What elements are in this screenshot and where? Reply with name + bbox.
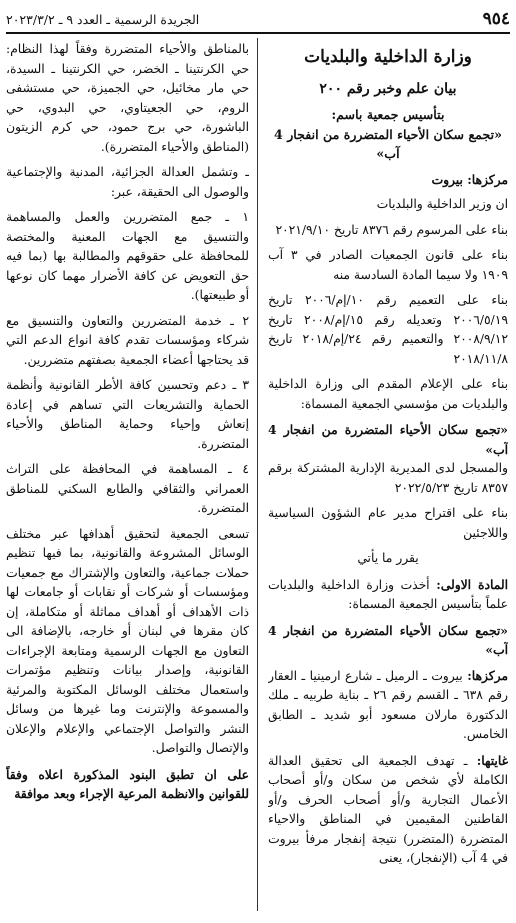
- minister-line: ان وزير الداخلية والبلديات: [376, 197, 508, 211]
- headquarters: مركزها: بيروت: [431, 171, 508, 187]
- paragraph-justice: ـ وتشمل العدالة الجزائية، المدنية والإجتماعية والوصول الى الحقيقة، عبر:: [6, 165, 249, 199]
- paragraph-means: تسعى الجمعية لتحقيق أهدافها عبر مختلف الوسائل المشروعة والقانونية، بما فيها تنظيم حملات جماعية، والتعاون والإشتراك مع جمعيات ومؤسسات أو شركات أو نقابات أو جامعات لها ذات الأهداف أو أهداف مماثلة أو متكاملة، إن كان مقرها في لبنان أو خارجه، بالإضافة الى التعاون مع الجهات الرسمية ومتابعة الإجراءات القانونية، وإصدار بيانات وتنظيم مؤتمرات واستعمال مختلف الوسائل المكتوبة والمرئية والمسموعة والإنترنت وما غيرها من وسائل النشر والتواصل الإجتماعي والإعلام والإعلان والإتصال والتواصل.: [6, 526, 249, 755]
- left-column: [6, 40, 249, 913]
- paragraph-item-4: ٤ ـ المساهمة في المحافظة على التراث العمراني والثقافي والطابع السكني للمناطق المتضررة.: [6, 462, 249, 515]
- paragraph-item-2: ٢ ـ خدمة المتضررين والتعاون والتنسيق مع شركاء ومؤسسات تقدم كافة انواع الدعم التي قد يحتاجها أعضاء الجمعية بصفتهم متضررين.: [6, 313, 249, 367]
- association-name: «تجمع سكان الأحياء المتضررة من انفجار 4 آب»: [274, 126, 502, 161]
- subject-line: بتأسيس جمعية باسم:: [331, 107, 445, 122]
- right-column: [268, 40, 508, 913]
- page-number: ٩٥٤: [482, 9, 510, 29]
- paragraph-areas: بالمناطق والأحياء المتضررة وفقاً لهذا النظام: حي الكرنتينا ـ الخضر، حي الكرنتينا ـ السيدة، حي مار مخائيل، حي الجميزة، حي مستشفى الروم، حي الجعيتاوي، حي البدوي، حي الباشورة، حي برج حمود، حي كرم الزيتون (المناطق والأحياء المتضررة).: [6, 42, 249, 154]
- page-header: [6, 6, 510, 34]
- basis-4-tail: والمسجل لدى المديرية الإدارية المشتركة برقم ٨٣٥٧ تاريخ ٢٠٢٢/٥/٢٣: [268, 461, 508, 495]
- decides-line: يقرر ما يأتي: [357, 551, 419, 565]
- basis-4-name: «تجمع سكان الأحياء المتضررة من انفجار 4 آب»: [268, 422, 508, 457]
- ministry-title: وزارة الداخلية والبلديات: [304, 47, 472, 67]
- notice-title: بيان علم وخبر رقم ٢٠٠: [319, 80, 457, 97]
- basis-3: بناء على التعميم رقم ١٠/إم/٢٠٠٦ تاريخ ٢٠٠٦/٥/١٩ وتعديله رقم ١٥/إم/٢٠٠٨ تاريخ ٢٠٠٨/٩/١٢ والتعميم رقم ٢٤/إم/٢٠١٨ تاريخ ٢٠١٨/١١/٨: [268, 293, 508, 366]
- basis-4: بناء على الإعلام المقدم الى وزارة الداخلية والبلديات من مؤسسي الجمعية المسماة:: [268, 377, 508, 411]
- basis-2: بناء على قانون الجمعيات الصادر في ٣ آب ١٩٠٩ ولا سيما المادة السادسة منه: [268, 248, 508, 282]
- paragraph-item-3: ٣ ـ دعم وتحسين كافة الأطر القانونية وأنظمة الحماية والتشريعات التي تساهم في إعادة إنعاش وإحياء وحماية المناطق والأحياء المتضررة.: [6, 378, 249, 451]
- hq-text: بيروت ـ الرميل ـ شارع ارمينيا ـ العقار رقم ٦٣٨ ـ القسم رقم ٢٦ ـ بناية طربيه ـ ملك الدكتورة مارلان مسعود أبو شديد ـ الطابق الخامس.: [268, 668, 508, 741]
- aims-label: غايتها:: [476, 752, 508, 768]
- article-1-label: المادة الاولى:: [436, 576, 508, 592]
- article-1-text: أخذت وزارة الداخلية والبلديات علماً بتأسيس الجمعية المسماة:: [268, 577, 508, 611]
- paragraph-closing: على ان تطبق البنود المذكورة اعلاه وفقاً للقوانين والانظمة المرعية الإجراء وبعد موافقة: [6, 766, 249, 801]
- article-1-name: «تجمع سكان الأحياء المتضررة من انفجار 4 آب»: [268, 622, 508, 657]
- basis-5: بناء على اقتراح مدير عام الشؤون السياسية واللاجئين: [268, 506, 508, 540]
- aims-text: ـ تهدف الجمعية الى تحقيق العدالة الكاملة لأي شخص من سكان و/أو أصحاب الأعمال التجارية و/أو أصحاب الحرف و/أو القاطنين المقيمين في المناطق والاحياء المتضررة (المتضرر) نتيجة إنفجار مرفأ بيروت في 4 آب (الإنفجار)، يعنى: [268, 753, 508, 865]
- basis-1: بناء على المرسوم رقم ٨٣٧٦ تاريخ ٢٠٢١/٩/١٠: [275, 222, 508, 237]
- paragraph-item-1: ١ ـ جمع المتضررين والعمل والمساهمة والتنسيق مع الجهات المعنية والمختصة للمحافظة على حقوقهم والمطالبة بها (بما فيه حق التعويض عن كافة الأضرار مهما كان نوعها أو طبيعتها).: [6, 210, 249, 302]
- column-divider: [257, 38, 258, 911]
- gazette-issue-line: الجريدة الرسمية ـ العدد ٩ ـ ٢٠٢٣/٣/٢: [6, 11, 200, 27]
- hq-label: مركزها:: [467, 667, 508, 683]
